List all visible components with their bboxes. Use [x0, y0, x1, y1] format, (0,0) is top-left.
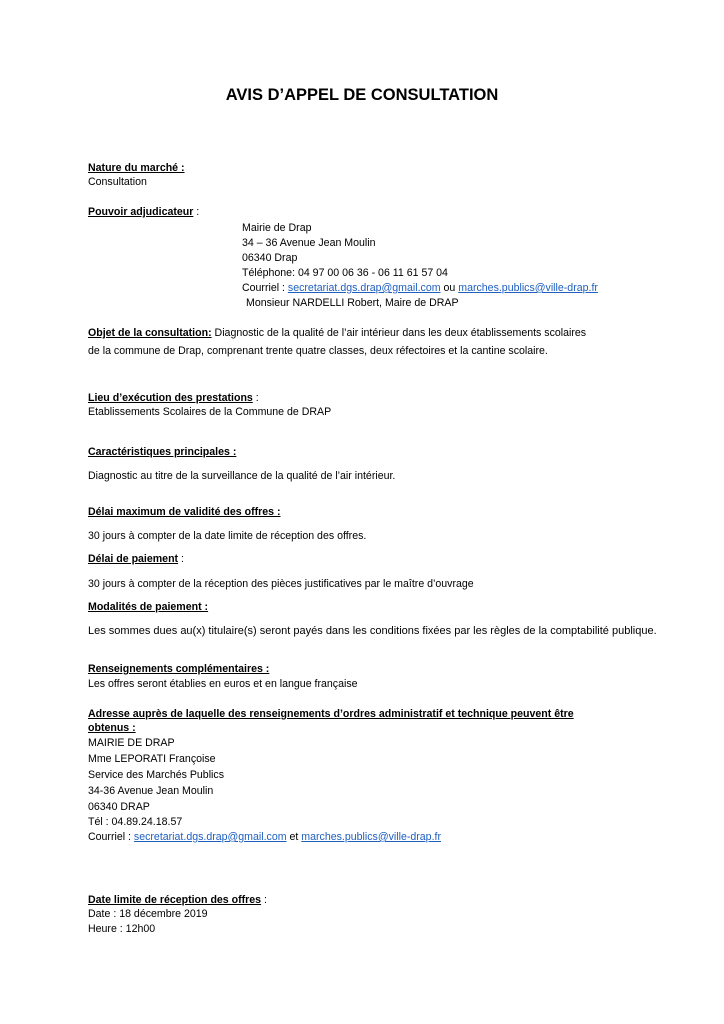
pouvoir-heading: Pouvoir adjudicateur [88, 206, 194, 218]
objet-text-1: Diagnostic de la qualité de l’air intérieur dans les deux établissements scolaires [211, 327, 587, 339]
date-limite-heading: Date limite de réception des offres [88, 894, 262, 906]
adresse-email-link-2[interactable]: marches.publics@ville-drap.fr [301, 831, 441, 843]
page-title: AVIS D’APPEL DE CONSULTATION [225, 86, 499, 104]
adresse-email-link-1[interactable]: secretariat.dgs.drap@gmail.com [133, 831, 287, 843]
date-limite-heading-line [88, 893, 267, 907]
lieu-heading: Lieu d’exécution des prestations [88, 392, 253, 404]
adresse-heading-1: Adresse auprès de laquelle des renseignements d’ordres administratif et technique peuvent être [88, 708, 574, 720]
delai-validite-heading: Délai maximum de validité des offres : [88, 506, 281, 518]
date-limite-date: Date : 18 décembre 2019 [88, 908, 208, 920]
pouvoir-email-link-1[interactable]: secretariat.dgs.drap@gmail.com [287, 282, 441, 294]
modalites-heading: Modalités de paiement : [88, 601, 209, 613]
date-limite-heading-suffix: : [261, 894, 267, 906]
nature-value: Consultation [88, 176, 147, 188]
adresse-line-4: 34-36 Avenue Jean Moulin [88, 785, 214, 797]
pouvoir-city: 06340 Drap [242, 252, 298, 264]
pouvoir-heading-line [88, 205, 199, 219]
modalites-value: Les sommes dues au(x) titulaire(s) seront payés dans les conditions fixées par les règles de la comptabilité publique. [88, 625, 657, 637]
delai-paiement-heading-suffix: : [178, 553, 184, 565]
adresse-line-3: Service des Marchés Publics [88, 769, 225, 781]
pouvoir-heading-suffix: : [193, 206, 200, 218]
lieu-heading-suffix: : [252, 392, 259, 404]
objet-text-2: de la commune de Drap, comprenant trente quatre classes, deux réfectoires et la cantine scolaire. [88, 345, 548, 357]
adresse-line-5: 06340 DRAP [88, 801, 150, 813]
delai-paiement-value: 30 jours à compter de la réception des pièces justificatives par le maître d’ouvrage [88, 578, 474, 590]
adresse-email-line [88, 830, 441, 844]
lieu-value: Etablissements Scolaires de la Commune de DRAP [88, 406, 332, 418]
objet-line-1 [88, 326, 586, 340]
pouvoir-email-line [242, 281, 598, 295]
pouvoir-email-link-2[interactable]: marches.publics@ville-drap.fr [458, 282, 598, 294]
pouvoir-representative: Monsieur NARDELLI Robert, Maire de DRAP [246, 297, 459, 309]
date-limite-heure: Heure : 12h00 [88, 923, 156, 935]
renseignements-value: Les offres seront établies en euros et en langue française [88, 678, 358, 690]
adresse-heading-2: obtenus : [88, 722, 136, 734]
adresse-line-2: Mme LEPORATI Françoise [88, 753, 216, 765]
pouvoir-email-separator: ou [440, 282, 459, 294]
adresse-line-1: MAIRIE DE DRAP [88, 737, 175, 749]
nature-heading: Nature du marché : [88, 162, 185, 174]
pouvoir-email-label: Courriel : [242, 282, 288, 294]
delai-paiement-heading-line [88, 552, 184, 566]
objet-heading: Objet de la consultation: [88, 327, 212, 339]
adresse-tel: Tél : 04.89.24.18.57 [88, 816, 183, 828]
delai-validite-value: 30 jours à compter de la date limite de réception des offres. [88, 530, 367, 542]
adresse-email-separator: et [286, 831, 302, 843]
pouvoir-phone: Téléphone: 04 97 00 06 36 - 06 11 61 57 04 [242, 267, 448, 279]
pouvoir-name: Mairie de Drap [242, 222, 312, 234]
delai-paiement-heading: Délai de paiement [88, 553, 179, 565]
adresse-email-label: Courriel : [88, 831, 134, 843]
caracteristiques-value: Diagnostic au titre de la surveillance de la qualité de l’air intérieur. [88, 470, 396, 482]
pouvoir-address: 34 – 36 Avenue Jean Moulin [242, 237, 376, 249]
renseignements-heading: Renseignements complémentaires : [88, 663, 270, 675]
caracteristiques-heading: Caractéristiques principales : [88, 446, 237, 458]
lieu-heading-line [88, 391, 259, 405]
